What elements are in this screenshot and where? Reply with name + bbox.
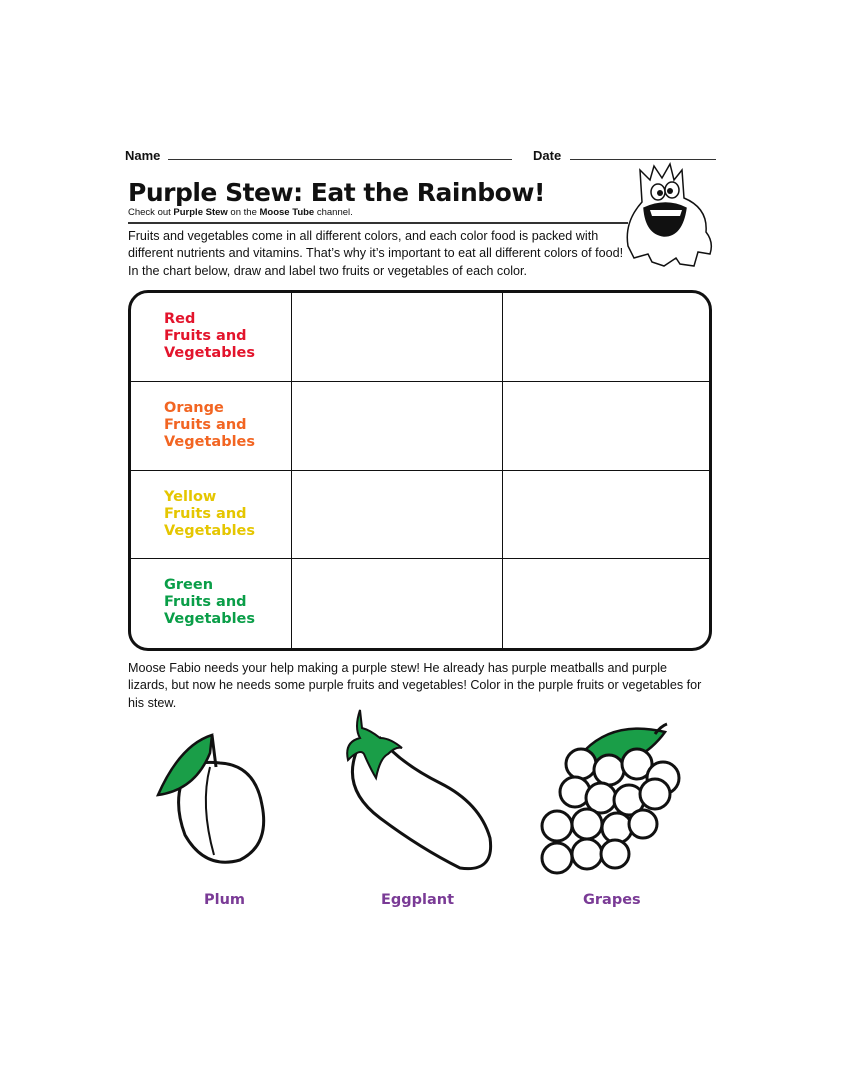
- row-header-text: Vegetables: [164, 345, 256, 361]
- row-header-text: Green: [164, 577, 214, 594]
- title-divider: [128, 222, 628, 224]
- drawing-cell[interactable]: [292, 471, 503, 560]
- row-header-text: Fruits and: [164, 594, 247, 611]
- drawing-cell[interactable]: [292, 559, 503, 648]
- color-chart-table: [128, 290, 712, 651]
- food-label-grapes: Grapes: [583, 892, 641, 908]
- row-header-yellow: [131, 471, 292, 560]
- channel-name: Moose Tube: [259, 207, 315, 218]
- food-label-eggplant: Eggplant: [381, 892, 455, 908]
- drawing-cell[interactable]: [503, 293, 709, 382]
- date-label: Date: [533, 148, 562, 163]
- plum-illustration[interactable]: [150, 725, 280, 875]
- row-header-text: Vegetables: [164, 611, 256, 628]
- page-title: Purple Stew: Eat the Rainbow!: [128, 178, 545, 207]
- moose-monster-illustration: [622, 162, 718, 274]
- food-label-plum: Plum: [204, 892, 246, 908]
- row-header-text: Yellow: [164, 488, 217, 505]
- grapes-illustration[interactable]: [535, 720, 695, 880]
- subtitle-text: channel.: [314, 207, 353, 218]
- row-header-text: Vegetables: [164, 433, 256, 450]
- subtitle-text: on the: [227, 207, 260, 218]
- row-header-text: Orange: [164, 399, 224, 416]
- drawing-cell[interactable]: [292, 293, 503, 382]
- instructions-paragraph: Moose Fabio needs your help making a purple stew! He already has purple meatballs and purple lizards, but now he needs some purple fruits and vegetables! Color in the purple fruits or vegetables for his stew.: [128, 661, 702, 710]
- intro-paragraph: Fruits and vegetables come in all different colors, and each color food is packed with different nutrients and vitamins. That’s why it’s important to eat all different colors of food! In the chart below, draw and label two fruits or vegetables of each color.: [128, 229, 624, 278]
- drawing-cell[interactable]: [292, 382, 503, 471]
- row-header-text: Vegetables: [164, 522, 256, 539]
- subtitle-text: Check out: [128, 207, 174, 218]
- row-header-text: Fruits and: [164, 416, 247, 433]
- drawing-cell[interactable]: [503, 382, 709, 471]
- eggplant-illustration[interactable]: [340, 708, 500, 878]
- name-field-line[interactable]: [168, 159, 512, 160]
- row-header-text: Fruits and: [164, 505, 247, 522]
- show-name: Purple Stew: [173, 207, 228, 218]
- date-field-line[interactable]: [570, 159, 716, 160]
- row-header-text: Fruits and: [164, 328, 247, 344]
- row-header-red: [131, 293, 292, 382]
- row-header-orange: [131, 382, 292, 471]
- name-label: Name: [125, 148, 161, 163]
- drawing-cell[interactable]: [503, 559, 709, 648]
- drawing-cell[interactable]: [503, 471, 709, 560]
- subtitle: [128, 207, 353, 218]
- row-header-text: Red: [164, 311, 196, 327]
- row-header-green: [131, 559, 292, 648]
